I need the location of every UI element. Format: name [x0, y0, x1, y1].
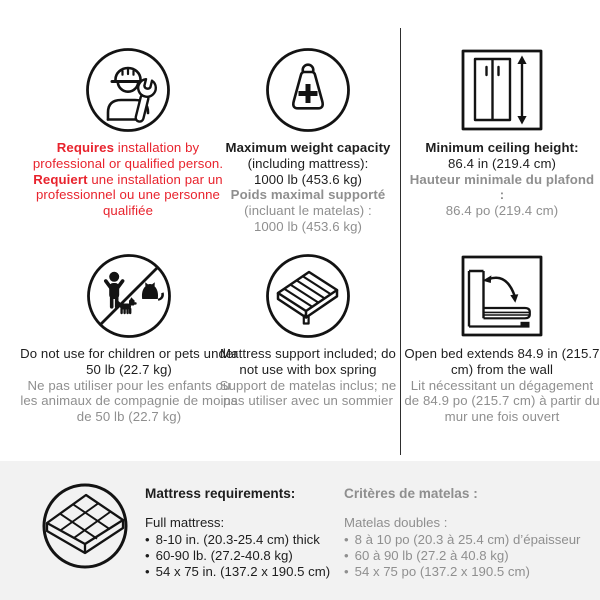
open-bed-text-en: Open bed extends 84.9 in (215.7 cm) from the wall [404, 346, 600, 377]
mattress-specs-fr [344, 532, 590, 580]
installation-en-rest: installation by professional or qualified person. [32, 140, 224, 171]
ceiling-height-icon [406, 46, 598, 134]
vertical-divider [400, 28, 401, 455]
installation-text [22, 140, 234, 219]
mattress-support-icon [216, 252, 400, 340]
mattress-spec-item: • 8 à 10 po (20.3 à 25.4 cm) d’épaisseur [344, 532, 590, 548]
installation-block [22, 46, 234, 219]
weight-text-en [219, 140, 397, 187]
mattress-spec-item: • 8-10 in. (20.3-25.4 cm) thick [145, 532, 340, 548]
weight-en-line2: (including mattress): [247, 155, 369, 171]
installation-fr-rest: une installation par un professionnel ou une personne qualifiée [36, 171, 223, 219]
weight-capacity-icon [219, 46, 397, 134]
open-bed-text-fr: Lit nécessitant un dégagement de 84.9 po (215.7 cm) à partir du mur une fois ouvert [404, 377, 600, 425]
mattress-spec-item: • 54 x 75 in. (137.2 x 190.5 cm) [145, 564, 340, 580]
mattress-spec-item: • 60 à 90 lb (27.2 à 40.8 kg) [344, 548, 590, 564]
mattress-requirements-band [0, 461, 600, 600]
weight-fr-line3: 1000 lb (453.6 kg) [253, 218, 363, 234]
mattress-requirements-heading-en: Mattress requirements: [145, 486, 296, 501]
support-text-en: Mattress support included; do not use with box spring [220, 346, 396, 377]
weight-en-bold: Maximum weight capacity [225, 140, 391, 155]
full-mattress-label: Full mattress: [145, 515, 225, 530]
ceiling-en-bold: Minimum ceiling height: [425, 140, 579, 155]
mattress-support-block [216, 252, 400, 409]
mattress-requirements-fr [344, 486, 590, 580]
mattress-spec-item: • 60-90 lb. (27.2-40.8 kg) [145, 548, 340, 564]
ceiling-fr-bold: Hauteur minimale du plafond : [409, 171, 595, 203]
weight-fr-bold: Poids maximal supporté [230, 187, 386, 203]
mattress-requirements-heading-fr: Critères de matelas : [344, 486, 478, 501]
ceiling-en-line2: 86.4 in (219.4 cm) [447, 155, 557, 171]
mattress-spec-item: • 54 x 75 po (137.2 x 190.5 cm) [344, 564, 590, 580]
matelas-doubles-label: Matelas doubles : [344, 515, 448, 530]
children-pets-text-fr: Ne pas utiliser pour les enfants ou les animaux de compagnie de moins de 50 lb (22.7 kg) [20, 377, 238, 425]
no-children-pets-block [20, 252, 238, 425]
worker-wrench-icon [22, 46, 234, 134]
children-pets-text-en: Do not use for children or pets under 50 lb (22.7 kg) [20, 346, 238, 377]
ceiling-fr-line2: 86.4 po (219.4 cm) [445, 203, 559, 219]
tufted-mattress-icon [40, 481, 130, 571]
ceiling-text-fr [406, 172, 598, 219]
open-bed-block [404, 252, 600, 425]
weight-text-fr [219, 187, 397, 234]
support-text-fr: Support de matelas inclus; ne pas utiliser avec un sommier [219, 377, 397, 409]
weight-en-line3: 1000 lb (453.6 kg) [253, 171, 363, 187]
ceiling-text-en [406, 140, 598, 172]
ceiling-height-block [406, 46, 598, 219]
weight-capacity-block [219, 46, 397, 235]
installation-fr-bold: Requiert [33, 171, 88, 187]
mattress-requirements-en [145, 486, 340, 580]
installation-en-bold: Requires [56, 140, 115, 155]
mattress-specs-en [145, 532, 340, 580]
weight-fr-line2: (incluant le matelas) : [244, 203, 372, 219]
open-bed-icon [404, 252, 600, 340]
no-children-pets-icon [20, 252, 238, 340]
